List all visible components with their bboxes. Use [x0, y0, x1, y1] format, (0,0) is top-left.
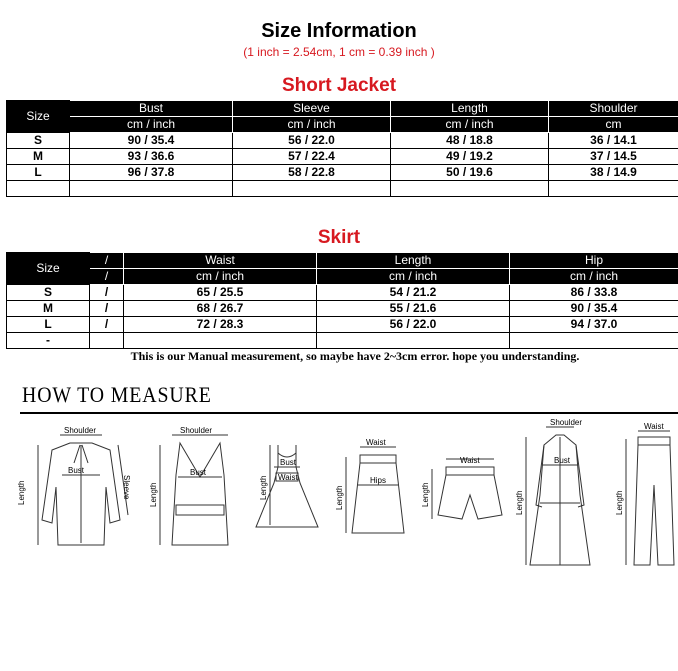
divider — [20, 412, 678, 414]
bust-label: Bust — [190, 468, 207, 477]
unit-header: cm / inch — [124, 269, 317, 285]
camisole-illustration — [160, 435, 228, 545]
table-cell: 96 / 37.8 — [70, 165, 233, 181]
unit-header: cm / inch — [317, 269, 510, 285]
table-cell: 54 / 21.2 — [317, 285, 510, 301]
slash-header: / — [90, 269, 124, 285]
table-row — [7, 149, 678, 165]
coat-illustration — [526, 427, 590, 565]
slash-cell: / — [90, 285, 124, 301]
table-row-empty — [7, 181, 678, 197]
table-cell: 72 / 28.3 — [124, 317, 317, 333]
how-to-measure-illustrations — [0, 415, 678, 585]
unit-conversion-note: (1 inch = 2.54cm, 1 cm = 0.39 inch ) — [243, 45, 435, 59]
table-cell: 58 / 22.8 — [233, 165, 391, 181]
skirt-size-table — [6, 252, 678, 349]
length-label: Length — [515, 490, 524, 515]
table-cell: 36 / 14.1 — [549, 133, 678, 149]
bust-label: Bust — [280, 458, 297, 467]
length-label: Length — [259, 475, 268, 500]
hips-label: Hips — [370, 476, 387, 485]
blouse-illustration — [38, 435, 128, 545]
shoulder-label: Shoulder — [180, 426, 213, 435]
column-header-length: Length — [391, 101, 549, 117]
page-title: Size Information — [261, 20, 417, 42]
column-header-sleeve: Sleeve — [233, 101, 391, 117]
table-row — [7, 165, 678, 181]
size-cell: S — [7, 285, 90, 301]
length-label: Length — [335, 485, 344, 510]
unit-header: cm — [549, 117, 678, 133]
unit-header: cm / inch — [70, 117, 233, 133]
column-header-waist: Waist — [124, 253, 317, 269]
waist-label: Waist — [644, 422, 664, 431]
slash-cell: / — [90, 301, 124, 317]
length-label: Length — [615, 490, 624, 515]
table-cell: 55 / 21.6 — [317, 301, 510, 317]
column-header-hip: Hip — [510, 253, 678, 269]
measurement-error-note: This is our Manual measurement, so maybe have 2~3cm error. hope you understanding. — [130, 349, 580, 363]
trousers-illustration — [626, 431, 674, 565]
table-row-empty — [7, 333, 678, 349]
length-label: Length — [149, 482, 158, 507]
shorts-illustration — [432, 459, 502, 519]
shoulder-label: Shoulder — [550, 418, 583, 427]
waist-label: Waist — [278, 473, 298, 482]
size-cell: - — [7, 333, 90, 349]
table-cell: 56 / 22.0 — [233, 133, 391, 149]
table-row — [7, 301, 678, 317]
table-row — [7, 317, 678, 333]
shoulder-label: Shoulder — [64, 426, 97, 435]
table-row — [7, 285, 678, 301]
slash-cell: / — [90, 317, 124, 333]
unit-header: cm / inch — [233, 117, 391, 133]
jacket-section-title: Short Jacket — [281, 75, 397, 96]
size-header: Size — [7, 253, 90, 285]
table-cell: 93 / 36.6 — [70, 149, 233, 165]
unit-header: cm / inch — [510, 269, 678, 285]
size-header: Size — [7, 101, 70, 133]
size-cell: M — [7, 149, 70, 165]
table-cell: 37 / 14.5 — [549, 149, 678, 165]
table-row — [7, 133, 678, 149]
table-cell: 94 / 37.0 — [510, 317, 678, 333]
skirt-illustration — [346, 447, 404, 533]
skirt-section-title: Skirt — [317, 227, 361, 248]
size-cell: S — [7, 133, 70, 149]
table-cell: 57 / 22.4 — [233, 149, 391, 165]
table-cell: 90 / 35.4 — [510, 301, 678, 317]
column-header-length: Length — [317, 253, 510, 269]
size-cell: L — [7, 317, 90, 333]
waist-label: Waist — [460, 456, 480, 465]
column-header-shoulder: Shoulder — [549, 101, 678, 117]
jacket-size-table — [6, 100, 678, 197]
sleeve-label: Sleeve — [122, 475, 131, 500]
waist-label: Waist — [366, 438, 386, 447]
size-cell: M — [7, 301, 90, 317]
table-cell: 86 / 33.8 — [510, 285, 678, 301]
table-cell: 56 / 22.0 — [317, 317, 510, 333]
table-cell: 38 / 14.9 — [549, 165, 678, 181]
length-label: Length — [17, 480, 26, 505]
table-cell: 48 / 18.8 — [391, 133, 549, 149]
bust-label: Bust — [554, 456, 571, 465]
table-cell: 65 / 25.5 — [124, 285, 317, 301]
table-cell: 68 / 26.7 — [124, 301, 317, 317]
size-cell: L — [7, 165, 70, 181]
table-cell: 90 / 35.4 — [70, 133, 233, 149]
table-cell: 50 / 19.6 — [391, 165, 549, 181]
unit-header: cm / inch — [391, 117, 549, 133]
column-header-bust: Bust — [70, 101, 233, 117]
slash-header: / — [90, 253, 124, 269]
how-to-measure-title: HOW TO MEASURE — [22, 382, 212, 407]
length-label: Length — [421, 482, 430, 507]
bust-label: Bust — [68, 466, 85, 475]
table-cell: 49 / 19.2 — [391, 149, 549, 165]
